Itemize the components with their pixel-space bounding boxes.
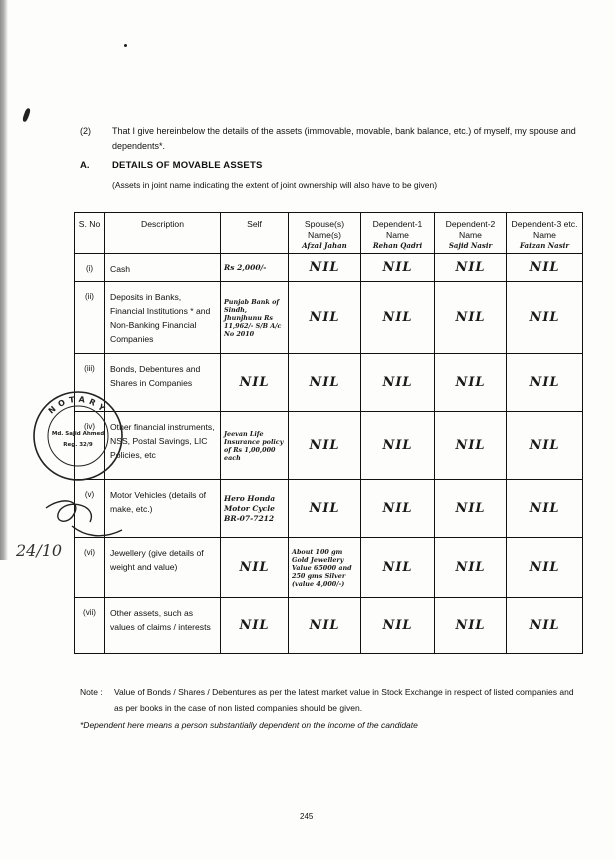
dep1-value: NIL <box>361 354 435 412</box>
dep2-value: NIL <box>435 282 507 354</box>
scan-speck <box>22 108 31 123</box>
spouse-value: NIL <box>289 598 361 654</box>
dep2-value: NIL <box>435 412 507 480</box>
dep2-value: NIL <box>435 254 507 282</box>
section-title: DETAILS OF MOVABLE ASSETS <box>112 160 263 171</box>
dep3-value: NIL <box>507 598 583 654</box>
header-dependent-3: Dependent-3 etc. Name Faizan Nasir <box>507 213 583 254</box>
dep1-value: NIL <box>361 598 435 654</box>
dep3-value: NIL <box>507 480 583 538</box>
header-spouse: Spouse(s) Name(s) Afzal Jahan <box>289 213 361 254</box>
header-dependent-2: Dependent-2 Name Sajid Nasir <box>435 213 507 254</box>
row-number: (v) <box>75 480 105 538</box>
self-value: NIL <box>221 354 289 412</box>
self-value: Punjab Bank of Sindh, Jhunjhunu Rs 11,962/- S/B A/c No 2010 <box>221 282 289 354</box>
handwritten-date: 24/10 <box>16 541 63 560</box>
table-row <box>75 412 583 480</box>
header-dependent-1: Dependent-1 Name Rehan Qadri <box>361 213 435 254</box>
section-note: (Assets in joint name indicating the extent of joint ownership will also have to be given) <box>112 180 438 190</box>
dep1-value: NIL <box>361 282 435 354</box>
stamp-name: Md. Sajid Ahmed <box>51 431 105 437</box>
header-self: Self <box>221 213 289 254</box>
movable-assets-table <box>74 212 583 654</box>
dep1-value: NIL <box>361 254 435 282</box>
dep1-value: NIL <box>361 538 435 598</box>
dep3-value: NIL <box>507 282 583 354</box>
spouse-value: NIL <box>289 412 361 480</box>
self-value: Hero Honda Motor Cycle BR-07-7212 <box>221 480 289 538</box>
dependent-footnote: *Dependent here means a person substantially dependent on the income of the candidate <box>80 720 418 730</box>
dep3-value: NIL <box>507 254 583 282</box>
row-description: Jewellery (give details of weight and value) <box>105 538 221 598</box>
row-number: (ii) <box>75 282 105 354</box>
row-number: (vii) <box>75 598 105 654</box>
note-text: Value of Bonds / Shares / Debentures as per the latest market value in Stock Exchange in respect of listed companies and as per books in the case of non listed companies should be given. <box>114 687 574 713</box>
self-value: Rs 2,000/- <box>221 254 289 282</box>
stamp-top-text: NOTARY <box>46 394 110 416</box>
dep2-value: NIL <box>435 480 507 538</box>
header-sno: S. No <box>75 213 105 254</box>
dep3-value: NIL <box>507 354 583 412</box>
table-row <box>75 480 583 538</box>
dep2-name-handwritten: Sajid Nasir <box>448 241 493 250</box>
table-header-row <box>75 213 583 254</box>
scan-speck <box>124 44 127 47</box>
dep1-value: NIL <box>361 480 435 538</box>
self-value: Jeevan Life Insurance policy of Rs 1,00,000 each <box>221 412 289 480</box>
spouse-value: NIL <box>289 282 361 354</box>
table-row <box>75 254 583 282</box>
table-row <box>75 354 583 412</box>
row-description: Other financial instruments, NSS, Postal Savings, LIC Policies, etc <box>105 412 221 480</box>
spouse-value: About 100 gm Gold Jewellery Value 65000 and 250 gms Silver (value 4,000/-) <box>289 538 361 598</box>
clause-text: That I give hereinbelow the details of the assets (immovable, movable, bank balance, etc.) of myself, my spouse and dependents*. <box>112 126 576 151</box>
dep2-value: NIL <box>435 538 507 598</box>
spouse-value: NIL <box>289 254 361 282</box>
row-number: (iii) <box>75 354 105 412</box>
header-description: Description <box>105 213 221 254</box>
row-description: Deposits in Banks, Financial Institutions * and Non-Banking Financial Companies <box>105 282 221 354</box>
clause-number: (2) <box>80 126 91 136</box>
row-description: Cash <box>105 254 221 282</box>
spouse-value: NIL <box>289 354 361 412</box>
dep3-value: NIL <box>507 538 583 598</box>
note-label: Note : <box>80 687 103 697</box>
scan-edge-shadow <box>0 0 8 560</box>
row-description: Motor Vehicles (details of make, etc.) <box>105 480 221 538</box>
dep1-name-handwritten: Rehan Qadri <box>372 241 423 250</box>
page-number: 245 <box>300 812 314 821</box>
stamp-reg: Reg. 32/9 <box>63 442 93 448</box>
dep3-name-handwritten: Faizan Nasir <box>519 241 570 250</box>
dep3-value: NIL <box>507 412 583 480</box>
row-description: Bonds, Debentures and Shares in Companies <box>105 354 221 412</box>
self-value: NIL <box>221 538 289 598</box>
spouse-name-handwritten: Afzal Jahan <box>302 241 347 250</box>
dep2-value: NIL <box>435 354 507 412</box>
section-letter: A. <box>80 160 90 171</box>
row-description: Other assets, such as values of claims / interests <box>105 598 221 654</box>
dep1-value: NIL <box>361 412 435 480</box>
spouse-value: NIL <box>289 480 361 538</box>
row-number: (i) <box>75 254 105 282</box>
table-row <box>75 598 583 654</box>
table-row <box>75 538 583 598</box>
self-value: NIL <box>221 598 289 654</box>
row-number: (iv) <box>75 412 105 480</box>
row-number: (vi) <box>75 538 105 598</box>
table-row <box>75 282 583 354</box>
dep2-value: NIL <box>435 598 507 654</box>
